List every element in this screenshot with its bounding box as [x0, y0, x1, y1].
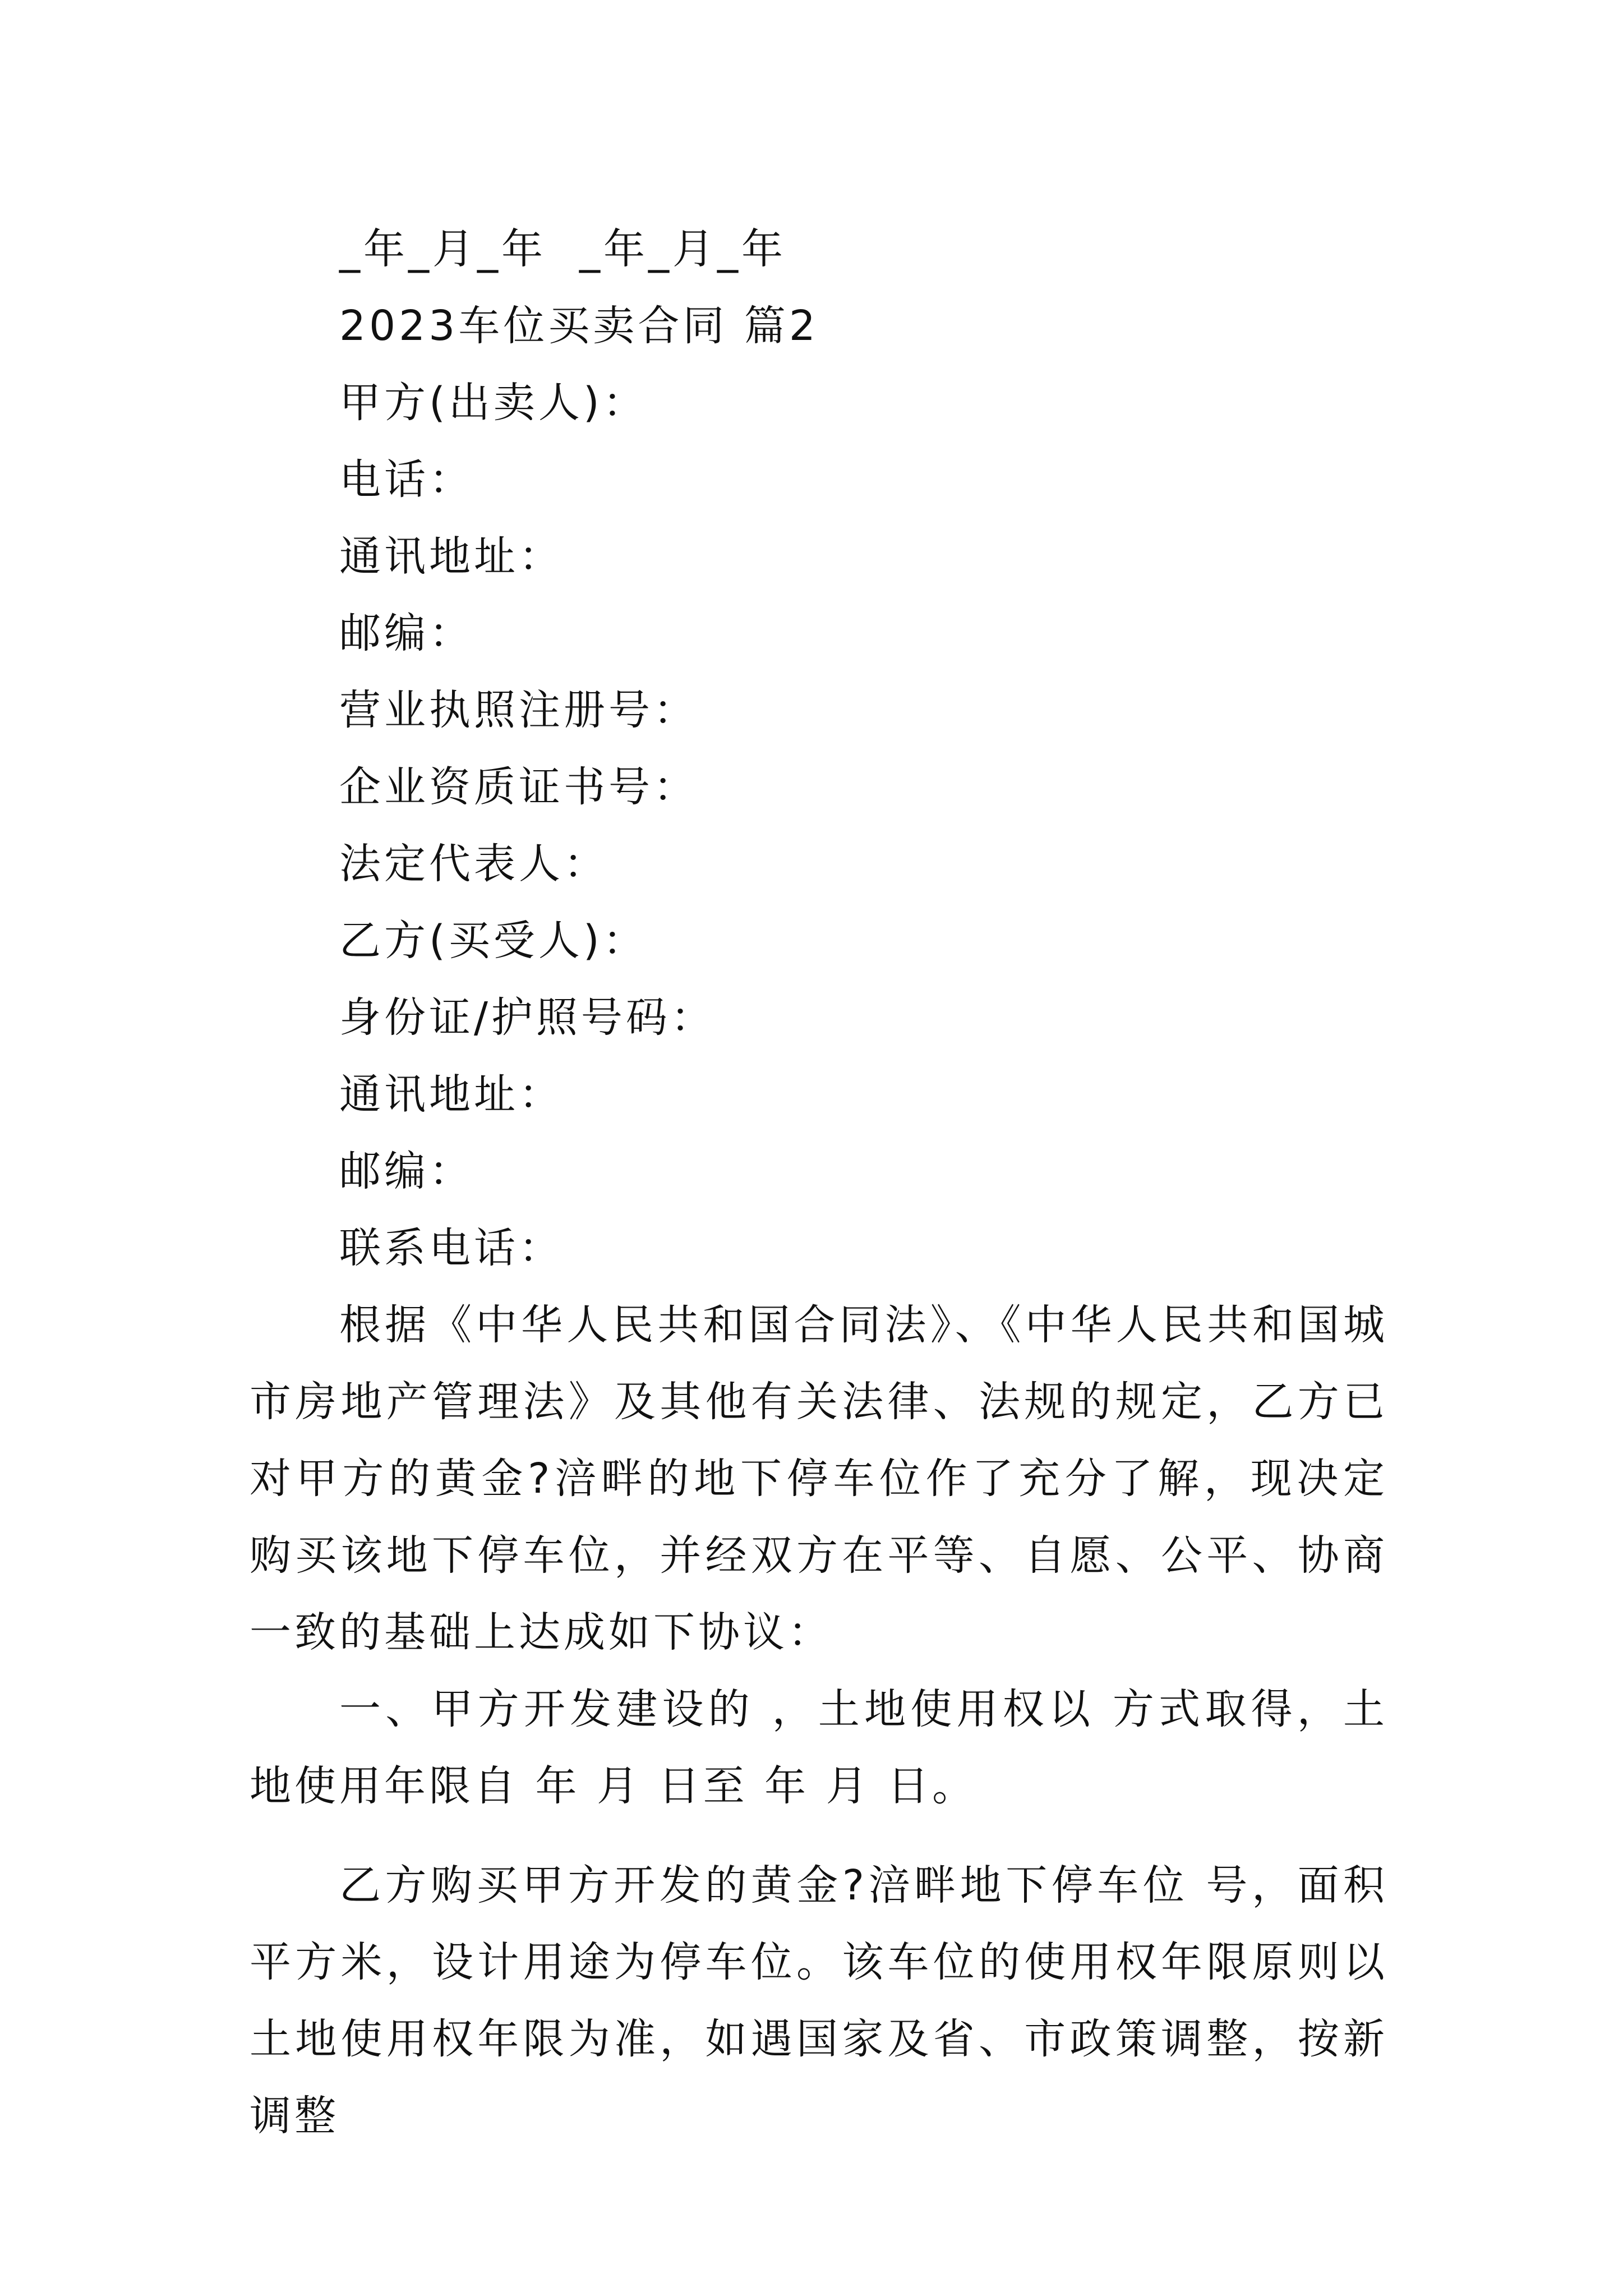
party-b-label: 乙方(买受人)：: [339, 917, 648, 965]
business-license-label: 营业执照注册号：: [339, 686, 698, 734]
party-a-address-label: 通讯地址：: [339, 532, 564, 581]
purchase-paragraph: 乙方购买甲方开发的黄金?涪畔地下停车位 号，面积 平方米，设计用途为停车位。该车位的使用权年限原则以土地使用权年限为准，如遇国家及省、市政策调整，按新调整: [250, 1861, 1388, 2140]
clause-1-paragraph: 一、甲方开发建设的 ，土地使用权以 方式取得，土地使用年限自 年 月 日至 年 月 日。: [250, 1685, 1388, 1810]
legal-basis-paragraph: 根据《中华人民共和国合同法》、《中华人民共和国城市房地产管理法》及其他有关法律、法规的规定，乙方已对甲方的黄金?涪畔的地下停车位作了充分了解，现决定购买该地下停车位，并经双方在平等、自愿、公平、协商一致的基础上达成如下协议：: [250, 1301, 1388, 1657]
party-a-phone-label: 电话：: [339, 455, 474, 504]
party-b-address-label: 通讯地址：: [339, 1070, 564, 1119]
document-body: [250, 211, 1388, 2155]
party-b-phone-label: 联系电话：: [339, 1224, 564, 1272]
qualification-cert-label: 企业资质证书号：: [339, 763, 698, 811]
party-b-postcode-label: 邮编：: [339, 1147, 474, 1195]
party-a-label: 甲方(出卖人)：: [339, 379, 648, 427]
party-a-postcode-label: 邮编：: [339, 609, 474, 657]
date-line: _年_月_年 _年_月_年: [339, 225, 787, 273]
contract-title: 2023车位买卖合同 篇2: [339, 302, 819, 350]
legal-representative-label: 法定代表人：: [339, 840, 608, 888]
id-passport-label: 身份证/护照号码：: [339, 993, 716, 1042]
paragraph-spacer: [250, 1825, 1388, 1847]
